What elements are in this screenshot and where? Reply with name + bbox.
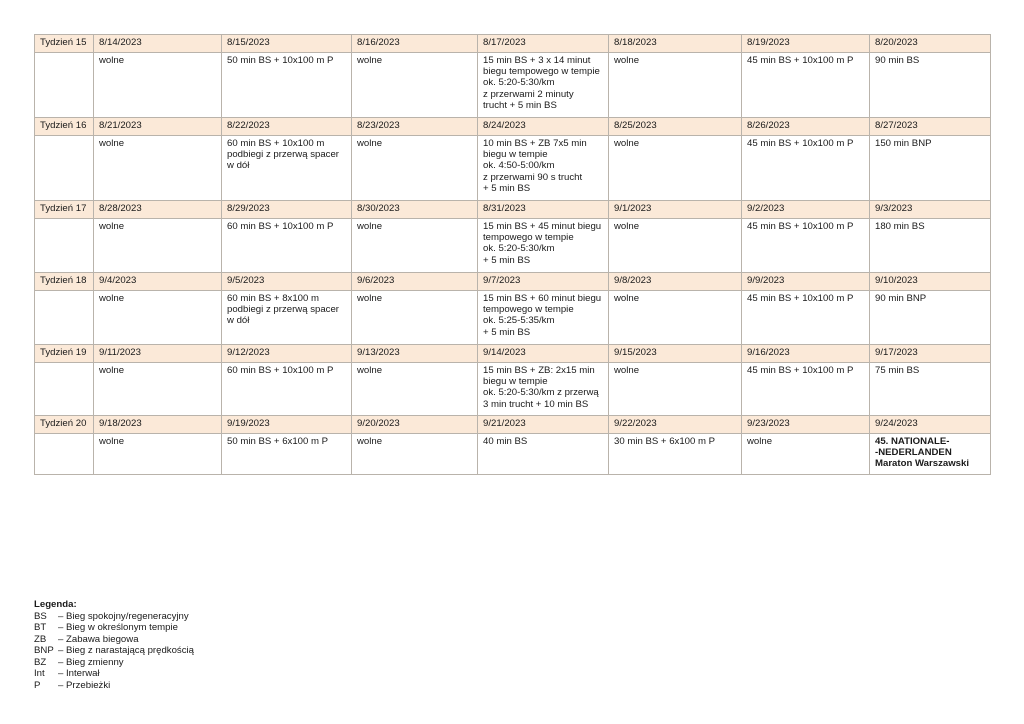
week-date-row	[35, 345, 991, 363]
week-spacer-cell	[35, 434, 94, 475]
week-workout-row	[35, 363, 991, 416]
date-cell: 8/22/2023	[222, 118, 352, 136]
workout-cell: 45 min BS + 10x100 m P	[742, 291, 870, 345]
workout-cell: 45 min BS + 10x100 m P	[742, 53, 870, 118]
workout-cell: wolne	[94, 291, 222, 345]
workout-cell: wolne	[352, 219, 478, 273]
training-plan-table	[34, 34, 991, 475]
workout-cell: 15 min BS + 3 x 14 minut biegu tempowego w tempie ok. 5:20-5:30/km z przerwami 2 minuty trucht + 5 min BS	[478, 53, 609, 118]
workout-cell: wolne	[742, 434, 870, 475]
date-cell: 9/22/2023	[609, 416, 742, 434]
workout-cell: 40 min BS	[478, 434, 609, 475]
workout-cell: 60 min BS + 10x100 m P	[222, 219, 352, 273]
workout-cell: 50 min BS + 6x100 m P	[222, 434, 352, 475]
date-cell: 9/7/2023	[478, 273, 609, 291]
date-cell: 8/15/2023	[222, 35, 352, 53]
workout-cell: wolne	[94, 434, 222, 475]
date-cell: 8/27/2023	[870, 118, 991, 136]
week-date-row	[35, 35, 991, 53]
date-cell: 9/14/2023	[478, 345, 609, 363]
legend-items	[34, 611, 194, 692]
workout-cell: wolne	[352, 363, 478, 416]
workout-cell: wolne	[609, 53, 742, 118]
workout-cell: 75 min BS	[870, 363, 991, 416]
week-date-row	[35, 416, 991, 434]
date-cell: 9/4/2023	[94, 273, 222, 291]
legend-desc: – Bieg zmienny	[58, 656, 124, 668]
legend-item	[34, 611, 194, 623]
date-cell: 8/17/2023	[478, 35, 609, 53]
plan-body	[35, 35, 991, 475]
week-date-row	[35, 201, 991, 219]
workout-cell: wolne	[94, 53, 222, 118]
week-spacer-cell	[35, 136, 94, 201]
date-cell: 9/13/2023	[352, 345, 478, 363]
legend-abbr: P	[34, 679, 41, 691]
legend-item	[34, 680, 194, 692]
week-workout-row	[35, 53, 991, 118]
workout-cell: 60 min BS + 8x100 m podbiegi z przerwą spacer w dół	[222, 291, 352, 345]
week-spacer-cell	[35, 363, 94, 416]
date-cell: 9/23/2023	[742, 416, 870, 434]
workout-cell: 30 min BS + 6x100 m P	[609, 434, 742, 475]
week-label: Tydzień 19	[35, 345, 94, 363]
legend-desc: – Bieg spokojny/regeneracyjny	[58, 610, 189, 622]
workout-cell: 90 min BS	[870, 53, 991, 118]
week-spacer-cell	[35, 291, 94, 345]
workout-cell: 10 min BS + ZB 7x5 min biegu w tempie ok. 4:50-5:00/km z przerwami 90 s trucht + 5 min BS	[478, 136, 609, 201]
date-cell: 8/21/2023	[94, 118, 222, 136]
legend-abbr: BT	[34, 622, 47, 633]
date-cell: 9/21/2023	[478, 416, 609, 434]
workout-cell: wolne	[609, 219, 742, 273]
legend-item	[34, 657, 194, 669]
workout-cell: wolne	[352, 434, 478, 475]
workout-cell: wolne	[94, 219, 222, 273]
date-cell: 8/29/2023	[222, 201, 352, 219]
date-cell: 9/19/2023	[222, 416, 352, 434]
workout-cell: 45. NATIONALE- -NEDERLANDEN Maraton Warszawski	[870, 434, 991, 475]
workout-cell: 90 min BNP	[870, 291, 991, 345]
date-cell: 9/11/2023	[94, 345, 222, 363]
legend-item	[34, 634, 194, 646]
date-cell: 8/25/2023	[609, 118, 742, 136]
week-label: Tydzień 16	[35, 118, 94, 136]
legend-desc: – Interwał	[58, 668, 100, 679]
date-cell: 8/30/2023	[352, 201, 478, 219]
workout-cell: 45 min BS + 10x100 m P	[742, 136, 870, 201]
date-cell: 9/10/2023	[870, 273, 991, 291]
legend-desc: – Zabawa biegowa	[58, 633, 139, 645]
date-cell: 9/17/2023	[870, 345, 991, 363]
date-cell: 9/3/2023	[870, 201, 991, 219]
workout-cell: 150 min BNP	[870, 136, 991, 201]
legend-abbr: Int	[34, 668, 45, 679]
workout-cell: 15 min BS + 45 minut biegu tempowego w tempie ok. 5:20-5:30/km + 5 min BS	[478, 219, 609, 273]
week-workout-row	[35, 136, 991, 201]
workout-cell: 45 min BS + 10x100 m P	[742, 219, 870, 273]
date-cell: 9/15/2023	[609, 345, 742, 363]
date-cell: 9/20/2023	[352, 416, 478, 434]
workout-cell: wolne	[94, 136, 222, 201]
week-workout-row	[35, 291, 991, 345]
date-cell: 8/20/2023	[870, 35, 991, 53]
date-cell: 9/6/2023	[352, 273, 478, 291]
date-cell: 9/1/2023	[609, 201, 742, 219]
date-cell: 8/24/2023	[478, 118, 609, 136]
week-label: Tydzień 15	[35, 35, 94, 53]
date-cell: 9/16/2023	[742, 345, 870, 363]
week-workout-row	[35, 219, 991, 273]
date-cell: 8/14/2023	[94, 35, 222, 53]
legend-item	[34, 645, 194, 657]
legend-abbr: BS	[34, 610, 47, 622]
date-cell: 8/18/2023	[609, 35, 742, 53]
date-cell: 8/19/2023	[742, 35, 870, 53]
date-cell: 8/26/2023	[742, 118, 870, 136]
legend-desc: – Przebieżki	[58, 679, 111, 691]
date-cell: 8/31/2023	[478, 201, 609, 219]
week-label: Tydzień 20	[35, 416, 94, 434]
week-label: Tydzień 17	[35, 201, 94, 219]
date-cell: 9/24/2023	[870, 416, 991, 434]
legend-title: Legenda:	[34, 599, 77, 610]
legend-desc: – Bieg z narastającą prędkością	[58, 645, 194, 656]
week-spacer-cell	[35, 53, 94, 118]
workout-cell: wolne	[609, 363, 742, 416]
legend-item	[34, 668, 194, 680]
workout-cell: 180 min BS	[870, 219, 991, 273]
week-workout-row	[35, 434, 991, 475]
workout-cell: wolne	[94, 363, 222, 416]
workout-cell: 60 min BS + 10x100 m podbiegi z przerwą spacer w dół	[222, 136, 352, 201]
week-date-row	[35, 118, 991, 136]
workout-cell: wolne	[352, 136, 478, 201]
legend	[34, 599, 194, 691]
week-label: Tydzień 18	[35, 273, 94, 291]
date-cell: 8/28/2023	[94, 201, 222, 219]
week-spacer-cell	[35, 219, 94, 273]
workout-cell: wolne	[352, 291, 478, 345]
date-cell: 9/2/2023	[742, 201, 870, 219]
workout-cell: 50 min BS + 10x100 m P	[222, 53, 352, 118]
workout-cell: wolne	[609, 291, 742, 345]
date-cell: 9/5/2023	[222, 273, 352, 291]
date-cell: 9/12/2023	[222, 345, 352, 363]
week-date-row	[35, 273, 991, 291]
workout-cell: 15 min BS + ZB: 2x15 min biegu w tempie ok. 5:20-5:30/km z przerwą 3 min trucht + 10 min BS	[478, 363, 609, 416]
date-cell: 9/18/2023	[94, 416, 222, 434]
workout-cell: 45 min BS + 10x100 m P	[742, 363, 870, 416]
workout-cell: 60 min BS + 10x100 m P	[222, 363, 352, 416]
workout-cell: wolne	[352, 53, 478, 118]
legend-item	[34, 622, 194, 634]
legend-abbr: BZ	[34, 656, 47, 668]
legend-desc: – Bieg w określonym tempie	[58, 622, 178, 633]
workout-cell: wolne	[609, 136, 742, 201]
date-cell: 8/16/2023	[352, 35, 478, 53]
date-cell: 9/8/2023	[609, 273, 742, 291]
date-cell: 9/9/2023	[742, 273, 870, 291]
legend-abbr: ZB	[34, 633, 47, 645]
workout-cell: 15 min BS + 60 minut biegu tempowego w tempie ok. 5:25-5:35/km + 5 min BS	[478, 291, 609, 345]
legend-abbr: BNP	[34, 645, 54, 656]
date-cell: 8/23/2023	[352, 118, 478, 136]
